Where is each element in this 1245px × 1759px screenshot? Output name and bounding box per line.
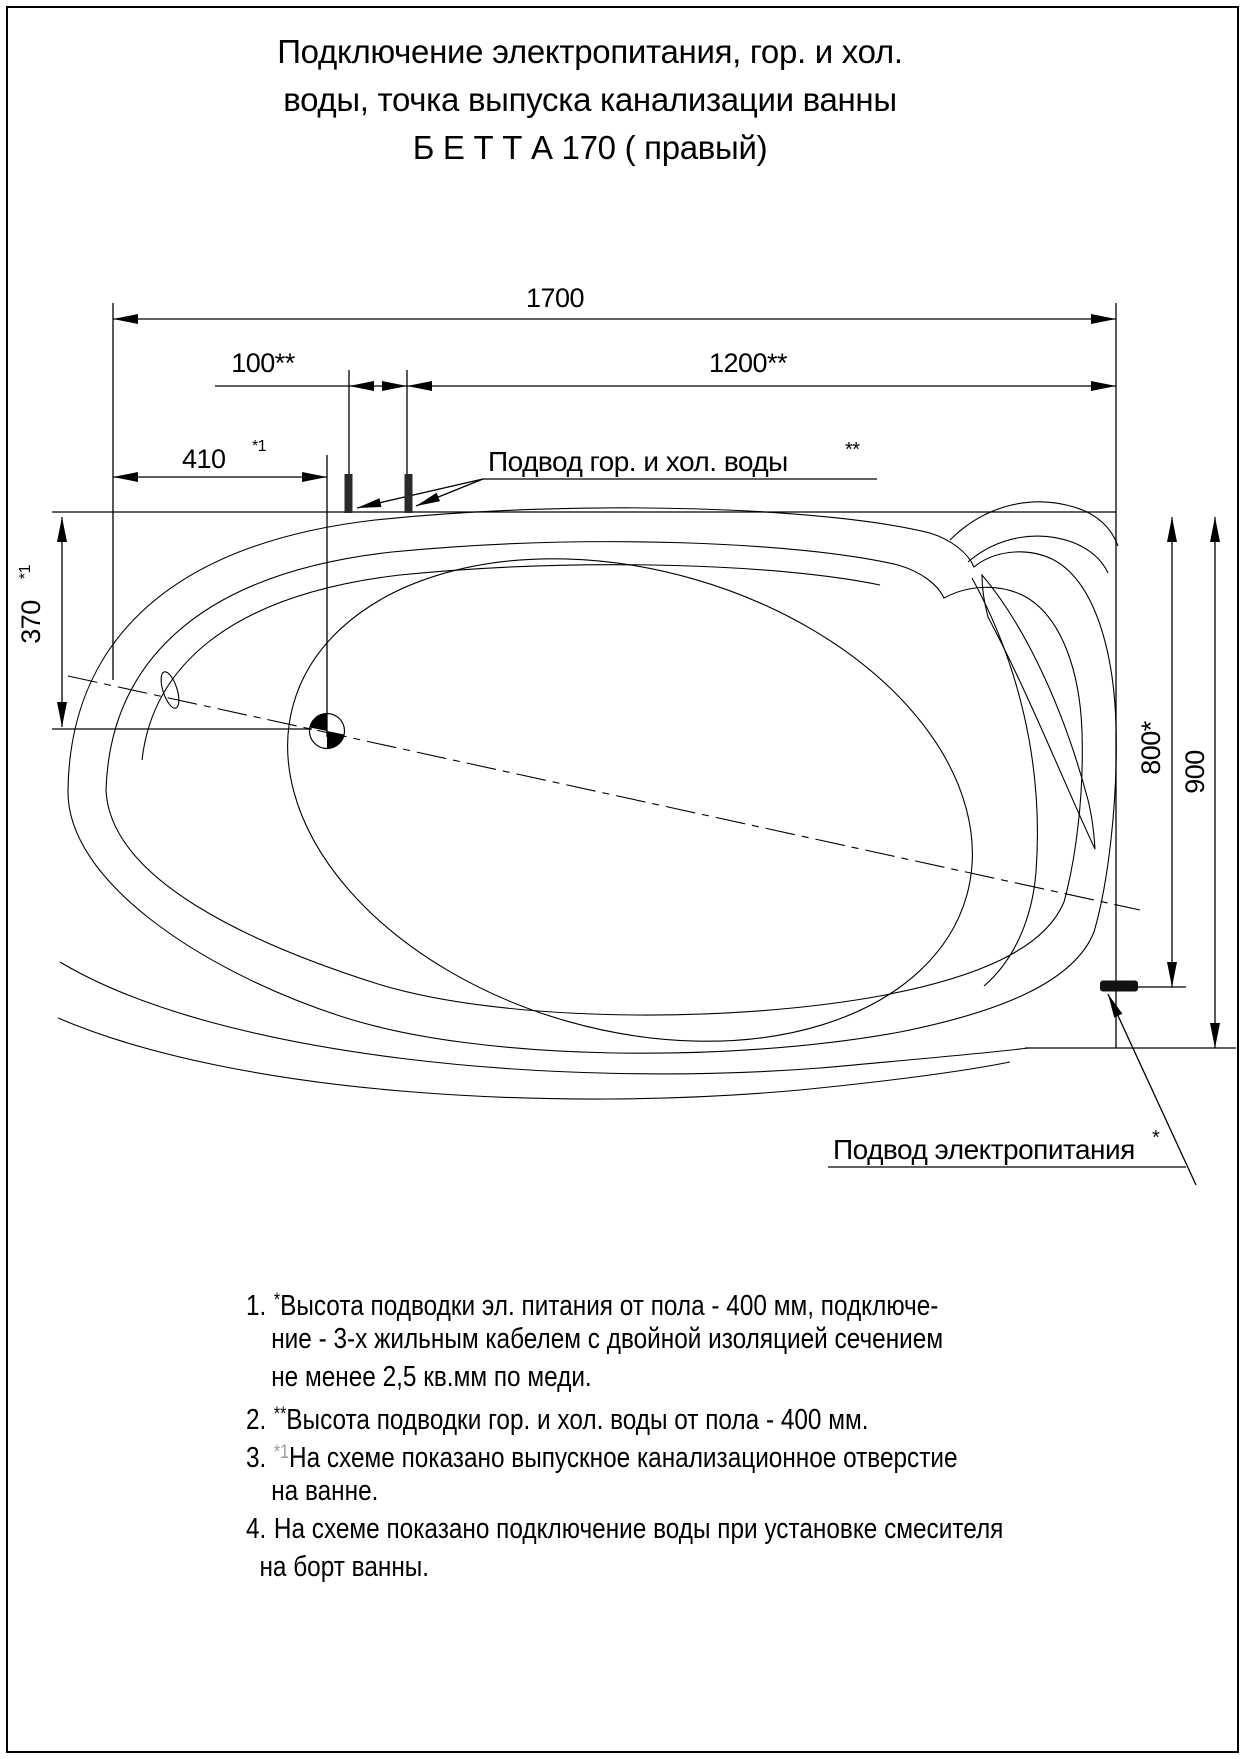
- water-pipe-2: [405, 474, 413, 513]
- electric-supply-label-sup: *: [1152, 1127, 1160, 1149]
- note-text: не менее 2,5 кв.мм по меди.: [271, 1361, 592, 1393]
- tub-apron-curve-1: [60, 962, 1028, 1074]
- note-text: На схеме показано подключение воды при установке смесителя: [273, 1513, 1004, 1545]
- note-number: 3.: [246, 1442, 267, 1474]
- title-line-1: Подключение электропитания, гор. и хол.: [277, 33, 903, 70]
- dim-410-label: 410: [182, 444, 226, 474]
- note-1-line-3: [246, 1358, 1003, 1396]
- note-1-line-1: [246, 1282, 1003, 1320]
- electric-connection-mark: [1100, 981, 1138, 992]
- bathtub-outline: [58, 482, 1118, 1117]
- dim-900-label: 900: [1180, 750, 1210, 794]
- note-text: Высота подводки гор. и хол. воды от пола - 400 мм.: [286, 1404, 869, 1436]
- dim-370-label: 370: [16, 600, 46, 644]
- note-marker: *: [273, 1290, 281, 1311]
- note-number: 1.: [246, 1290, 267, 1322]
- tub-outer-contour: [68, 508, 1116, 1053]
- water-supply-label: Подвод гор. и хол. воды: [488, 446, 788, 477]
- note-number: 2.: [246, 1404, 267, 1436]
- electric-supply-label: Подвод электропитания: [833, 1134, 1135, 1165]
- dim-1700-label: 1700: [525, 283, 585, 313]
- note-4-line-2: [246, 1548, 1003, 1586]
- tub-left-detail: [157, 670, 182, 710]
- note-2-line-1: [246, 1396, 1003, 1434]
- tub-apron-curve-2: [58, 1018, 1010, 1099]
- note-4-line-1: [246, 1510, 1003, 1548]
- tub-headrest-crest-outer: [950, 502, 1118, 546]
- dim-370-sup: *1: [17, 564, 34, 580]
- dim-1200-label: 1200**: [708, 348, 788, 378]
- note-3-line-2: [246, 1472, 1003, 1510]
- water-supply-label-sup: **: [845, 439, 860, 461]
- title-line-2: воды, точка выпуска канализации ванны: [283, 81, 897, 118]
- note-text: на ванне.: [271, 1475, 379, 1507]
- notes-list: [246, 1282, 1003, 1586]
- tub-inner-rim: [106, 542, 1082, 1015]
- tub-tail-inner-wall: [972, 578, 1037, 986]
- drain-symbol: [310, 714, 345, 749]
- note-text: ние - 3-х жильным кабелем с двойной изоляцией сечением: [271, 1323, 944, 1355]
- water-pipe-1: [345, 474, 353, 513]
- tub-centerline: [68, 676, 1140, 910]
- note-1-line-2: [246, 1320, 1003, 1358]
- tub-third-rim-line: [142, 565, 880, 760]
- note-text: Высота подводки эл. питания от пола - 400 мм, подключе-: [280, 1290, 939, 1322]
- tub-basin: [230, 482, 1030, 1117]
- note-text: на борт ванны.: [259, 1551, 430, 1583]
- tub-armrest-crescent: [982, 575, 1095, 849]
- dim-100-label: 100**: [231, 348, 295, 378]
- dim-800-label: 800*: [1136, 721, 1166, 775]
- note-3-line-1: [246, 1434, 1003, 1472]
- title-line-3: Б Е Т Т А 170 ( правый): [412, 129, 768, 166]
- note-number: 4.: [246, 1513, 267, 1545]
- note-text: На схеме показано выпускное канализационное отверстие: [288, 1442, 958, 1474]
- note-marker: *1: [273, 1442, 289, 1463]
- note-marker: **: [273, 1404, 287, 1425]
- dim-410-sup: *1: [252, 438, 267, 455]
